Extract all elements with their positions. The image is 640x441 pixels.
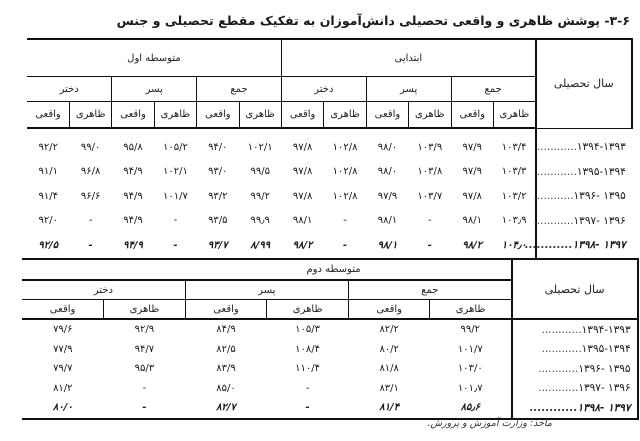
value-cell: ۱۰۱/۷	[162, 190, 188, 202]
group-header-lower-secondary: متوسطه اول	[27, 39, 281, 77]
table-row	[22, 319, 638, 340]
value-cell: ۷۹/۷	[53, 363, 73, 375]
value-cell: ۹۸/۲	[292, 239, 313, 251]
value-cell: ۱۰۱٫۷	[457, 382, 483, 394]
value-cell: ۹۴/۹	[123, 166, 143, 178]
value-cell: ۱۰۲/۱	[162, 166, 188, 178]
value-cell: -	[88, 239, 93, 251]
value-cell: -	[427, 239, 432, 251]
value-cell: ۱۰۳/۳	[501, 166, 527, 178]
value-cell: ۹۷/۸	[292, 166, 313, 178]
leader-dots: ............	[533, 214, 574, 227]
column-header-apparent: ظاهری	[324, 102, 366, 129]
value-cell: ۸۰/۲	[379, 343, 399, 355]
subheader-total: جمع	[348, 280, 511, 300]
value-cell: ۹۷/۹	[377, 190, 398, 202]
year-label: ۱۳۹۶ -۱۳۹۷	[578, 382, 631, 395]
leader-dots: ............	[541, 323, 582, 336]
year-cell	[512, 319, 638, 340]
leader-dots: ............	[533, 190, 574, 203]
value-cell: ۹۲/۵	[38, 239, 59, 251]
column-header-apparent: ظاهری	[104, 300, 186, 320]
year-label: ۱۳۹۴-۱۳۹۳	[576, 141, 626, 153]
year-column-header: سال تحصیلی	[512, 259, 638, 319]
value-cell: ۸۵/۰	[216, 382, 236, 394]
column-header-actual: واقعی	[22, 300, 104, 320]
value-cell: ۹۸/۱	[377, 239, 398, 251]
coverage-table-upper-secondary	[22, 258, 639, 420]
subheader-total: جمع	[197, 77, 282, 102]
year-cell	[512, 340, 638, 360]
value-cell: ۸۲/۲	[379, 324, 399, 336]
column-header-apparent: ظاهری	[493, 102, 535, 129]
value-cell: ۱۰۳/۷	[417, 190, 443, 202]
year-cell	[524, 233, 632, 259]
value-cell: ۹۱/۱	[38, 166, 58, 178]
subheader-girls: دختر	[22, 280, 185, 300]
value-cell: ۹۲/۹	[134, 324, 155, 336]
value-cell: ۸۳/۹	[216, 363, 236, 375]
year-cell	[512, 359, 638, 379]
value-cell: ۱۰۲/۸	[332, 190, 358, 202]
column-header-actual: واقعی	[281, 102, 323, 129]
subheader-girls: دختر	[281, 77, 366, 102]
value-cell: ۹۶/۶	[80, 190, 101, 202]
table-row	[22, 359, 638, 379]
value-cell: ۸۰/۰	[52, 402, 73, 414]
value-cell: ۹۳/۰	[208, 166, 228, 178]
year-label: ۱۳۹۵-۱۳۹۴	[576, 165, 626, 178]
value-cell: ۱۰۲/۸	[332, 166, 358, 178]
year-column-header: سال تحصیلی	[536, 39, 632, 128]
year-label: ۱۳۹۷ -۱۳۹۸	[577, 401, 631, 414]
value-cell: ۱۰۴٫۰	[501, 239, 527, 251]
table-row	[22, 379, 638, 399]
value-cell: ۸۱/۸	[379, 363, 399, 375]
value-cell: ۱۰۳٫۹	[501, 215, 527, 227]
value-cell: ۹۹٫۹	[250, 215, 270, 227]
value-cell: ۹۸/۲	[462, 239, 483, 251]
year-cell	[536, 128, 632, 160]
value-cell: ۱۰۱/۷	[457, 343, 483, 355]
value-cell: -	[343, 215, 347, 227]
value-cell: ۷۷/۹	[53, 343, 73, 355]
source-note: ماخذ: وزارت آموزش و پرورش.	[427, 418, 552, 429]
column-header-apparent: ظاهری	[154, 102, 196, 129]
value-cell: ۹۵/۸	[123, 141, 143, 153]
year-cell	[533, 209, 632, 234]
value-cell: -	[342, 239, 348, 251]
value-cell: ۱۰۳/۲	[501, 190, 527, 202]
value-cell: ۱۰۲/۸	[332, 141, 358, 153]
column-header-apparent: ظاهری	[239, 102, 281, 129]
leader-dots: ............	[536, 165, 577, 178]
group-header-primary: ابتدایی	[281, 39, 535, 77]
table-row	[22, 340, 638, 360]
value-cell: ۸۳/۱	[379, 382, 399, 394]
column-header-actual: واقعی	[185, 300, 267, 320]
year-label: ۱۳۹۵ -۱۳۹۶	[573, 190, 626, 203]
value-cell: -	[88, 215, 93, 227]
value-cell: ۸۴/۹	[216, 324, 236, 336]
year-label: ۱۳۹۷ -۱۳۹۸	[572, 239, 626, 252]
value-cell: ۹۸/۰	[377, 141, 398, 153]
value-cell: ۹۷/۸	[292, 190, 313, 202]
value-cell: ۷۹/۶	[53, 324, 73, 336]
value-cell: -	[142, 382, 147, 394]
year-cell	[533, 184, 632, 209]
value-cell: ۹۴/۷	[134, 343, 155, 355]
year-cell	[512, 379, 638, 399]
coverage-table-primary-lower-secondary	[27, 38, 633, 260]
table-row	[27, 209, 632, 234]
table-title: ۳-۶- پوشش ظاهری و واقعی تحصیلی دانش‌آموزان به تفکیک مقطع تحصیلی و جنس	[116, 13, 630, 28]
year-label: ۱۳۹۵ -۱۳۹۶	[578, 362, 631, 375]
value-cell: -	[142, 402, 147, 414]
column-header-apparent: ظاهری	[409, 102, 451, 129]
leader-dots: ............	[529, 401, 578, 414]
value-cell: ۱۰۵/۳	[295, 324, 321, 336]
subheader-total: جمع	[451, 77, 536, 102]
leader-dots: ............	[538, 382, 579, 395]
value-cell: ۸۵٫۶	[460, 402, 480, 414]
year-label: ۱۳۹۵-۱۳۹۴	[581, 343, 631, 356]
subheader-boys: پسر	[185, 280, 348, 300]
table-row	[22, 398, 638, 419]
value-cell: ۹۶/۸	[80, 166, 101, 178]
value-cell: ۸/۹۹	[250, 239, 271, 251]
value-cell: ۹۸/۰	[377, 166, 398, 178]
value-cell: ۱۰۳/۹	[417, 141, 443, 153]
value-cell: -	[305, 402, 310, 414]
value-cell: ۱۱۰/۴	[295, 363, 321, 375]
column-header-actual: واقعی	[112, 102, 154, 129]
value-cell: ۹۴/۹	[123, 215, 143, 227]
year-cell	[536, 160, 632, 185]
value-cell: ۸۱/۲	[53, 382, 73, 394]
value-cell: ۹۲/۰	[38, 215, 58, 227]
column-header-apparent: ظاهری	[430, 300, 512, 320]
subheader-boys: پسر	[112, 77, 197, 102]
value-cell: ۹۸/۱	[462, 215, 482, 227]
value-cell: ۹۴/۹	[123, 239, 143, 251]
value-cell: ۹۹/۵	[250, 166, 270, 178]
leader-dots: ............	[536, 141, 577, 153]
value-cell: ۱۰۳/۰	[457, 363, 483, 375]
value-cell: ۹۷/۹	[462, 141, 482, 153]
value-cell: ۱۰۳/۴	[501, 141, 527, 153]
value-cell: ۹۳/۷	[207, 239, 228, 251]
value-cell: -	[173, 239, 178, 251]
table-row	[27, 184, 632, 209]
table-row	[27, 160, 632, 185]
value-cell: ۹۷/۸	[292, 141, 313, 153]
value-cell: ۹۷/۸	[462, 190, 482, 202]
value-cell: ۹۴/۰	[208, 141, 228, 153]
year-label: ۱۳۹۶ -۱۳۹۷	[573, 214, 626, 227]
value-cell: ۸۲/۷	[216, 402, 236, 414]
value-cell: ۹۸/۱	[377, 215, 398, 227]
group-header-upper-secondary: متوسطه دوم	[22, 259, 512, 280]
value-cell: ۱۰۸/۴	[295, 343, 321, 355]
value-cell: ۹۹/۰	[80, 141, 101, 153]
value-cell: ۹۴/۹	[123, 190, 143, 202]
value-cell: ۱۰۵/۲	[162, 141, 188, 153]
value-cell: ۹۳/۲	[208, 190, 228, 202]
value-cell: ۹۱/۴	[38, 190, 58, 202]
column-header-apparent: ظاهری	[69, 102, 111, 129]
column-header-actual: واقعی	[366, 102, 408, 129]
value-cell: ۸۱/۴	[379, 402, 400, 414]
column-header-actual: واقعی	[348, 300, 430, 320]
value-cell: -	[428, 215, 432, 227]
table-row	[27, 233, 632, 259]
value-cell: -	[305, 382, 310, 394]
value-cell: ۹۹/۲	[250, 190, 270, 202]
leader-dots: ............	[524, 239, 573, 252]
value-cell: ۹۹/۲	[460, 324, 481, 336]
leader-dots: ............	[538, 362, 579, 375]
column-header-actual: واقعی	[451, 102, 493, 129]
table-row	[27, 128, 632, 160]
value-cell: ۸۲/۵	[216, 343, 236, 355]
subheader-boys: پسر	[366, 77, 451, 102]
value-cell: ۹۸/۱	[292, 215, 313, 227]
value-cell: -	[173, 215, 178, 227]
subheader-girls: دختر	[27, 77, 112, 102]
year-cell	[512, 398, 638, 419]
column-header-actual: واقعی	[27, 102, 69, 129]
column-header-apparent: ظاهری	[267, 300, 349, 320]
value-cell: ۹۷/۹	[462, 166, 482, 178]
leader-dots: ............	[541, 343, 582, 356]
value-cell: ۹۵/۳	[134, 363, 155, 375]
value-cell: ۹۳/۵	[208, 215, 228, 227]
year-label: ۱۳۹۴-۱۳۹۳	[581, 323, 631, 336]
value-cell: ۱۰۲/۱	[247, 141, 273, 153]
value-cell: ۹۲/۲	[38, 141, 58, 153]
value-cell: ۱۰۳/۸	[417, 166, 443, 178]
column-header-actual: واقعی	[197, 102, 239, 129]
